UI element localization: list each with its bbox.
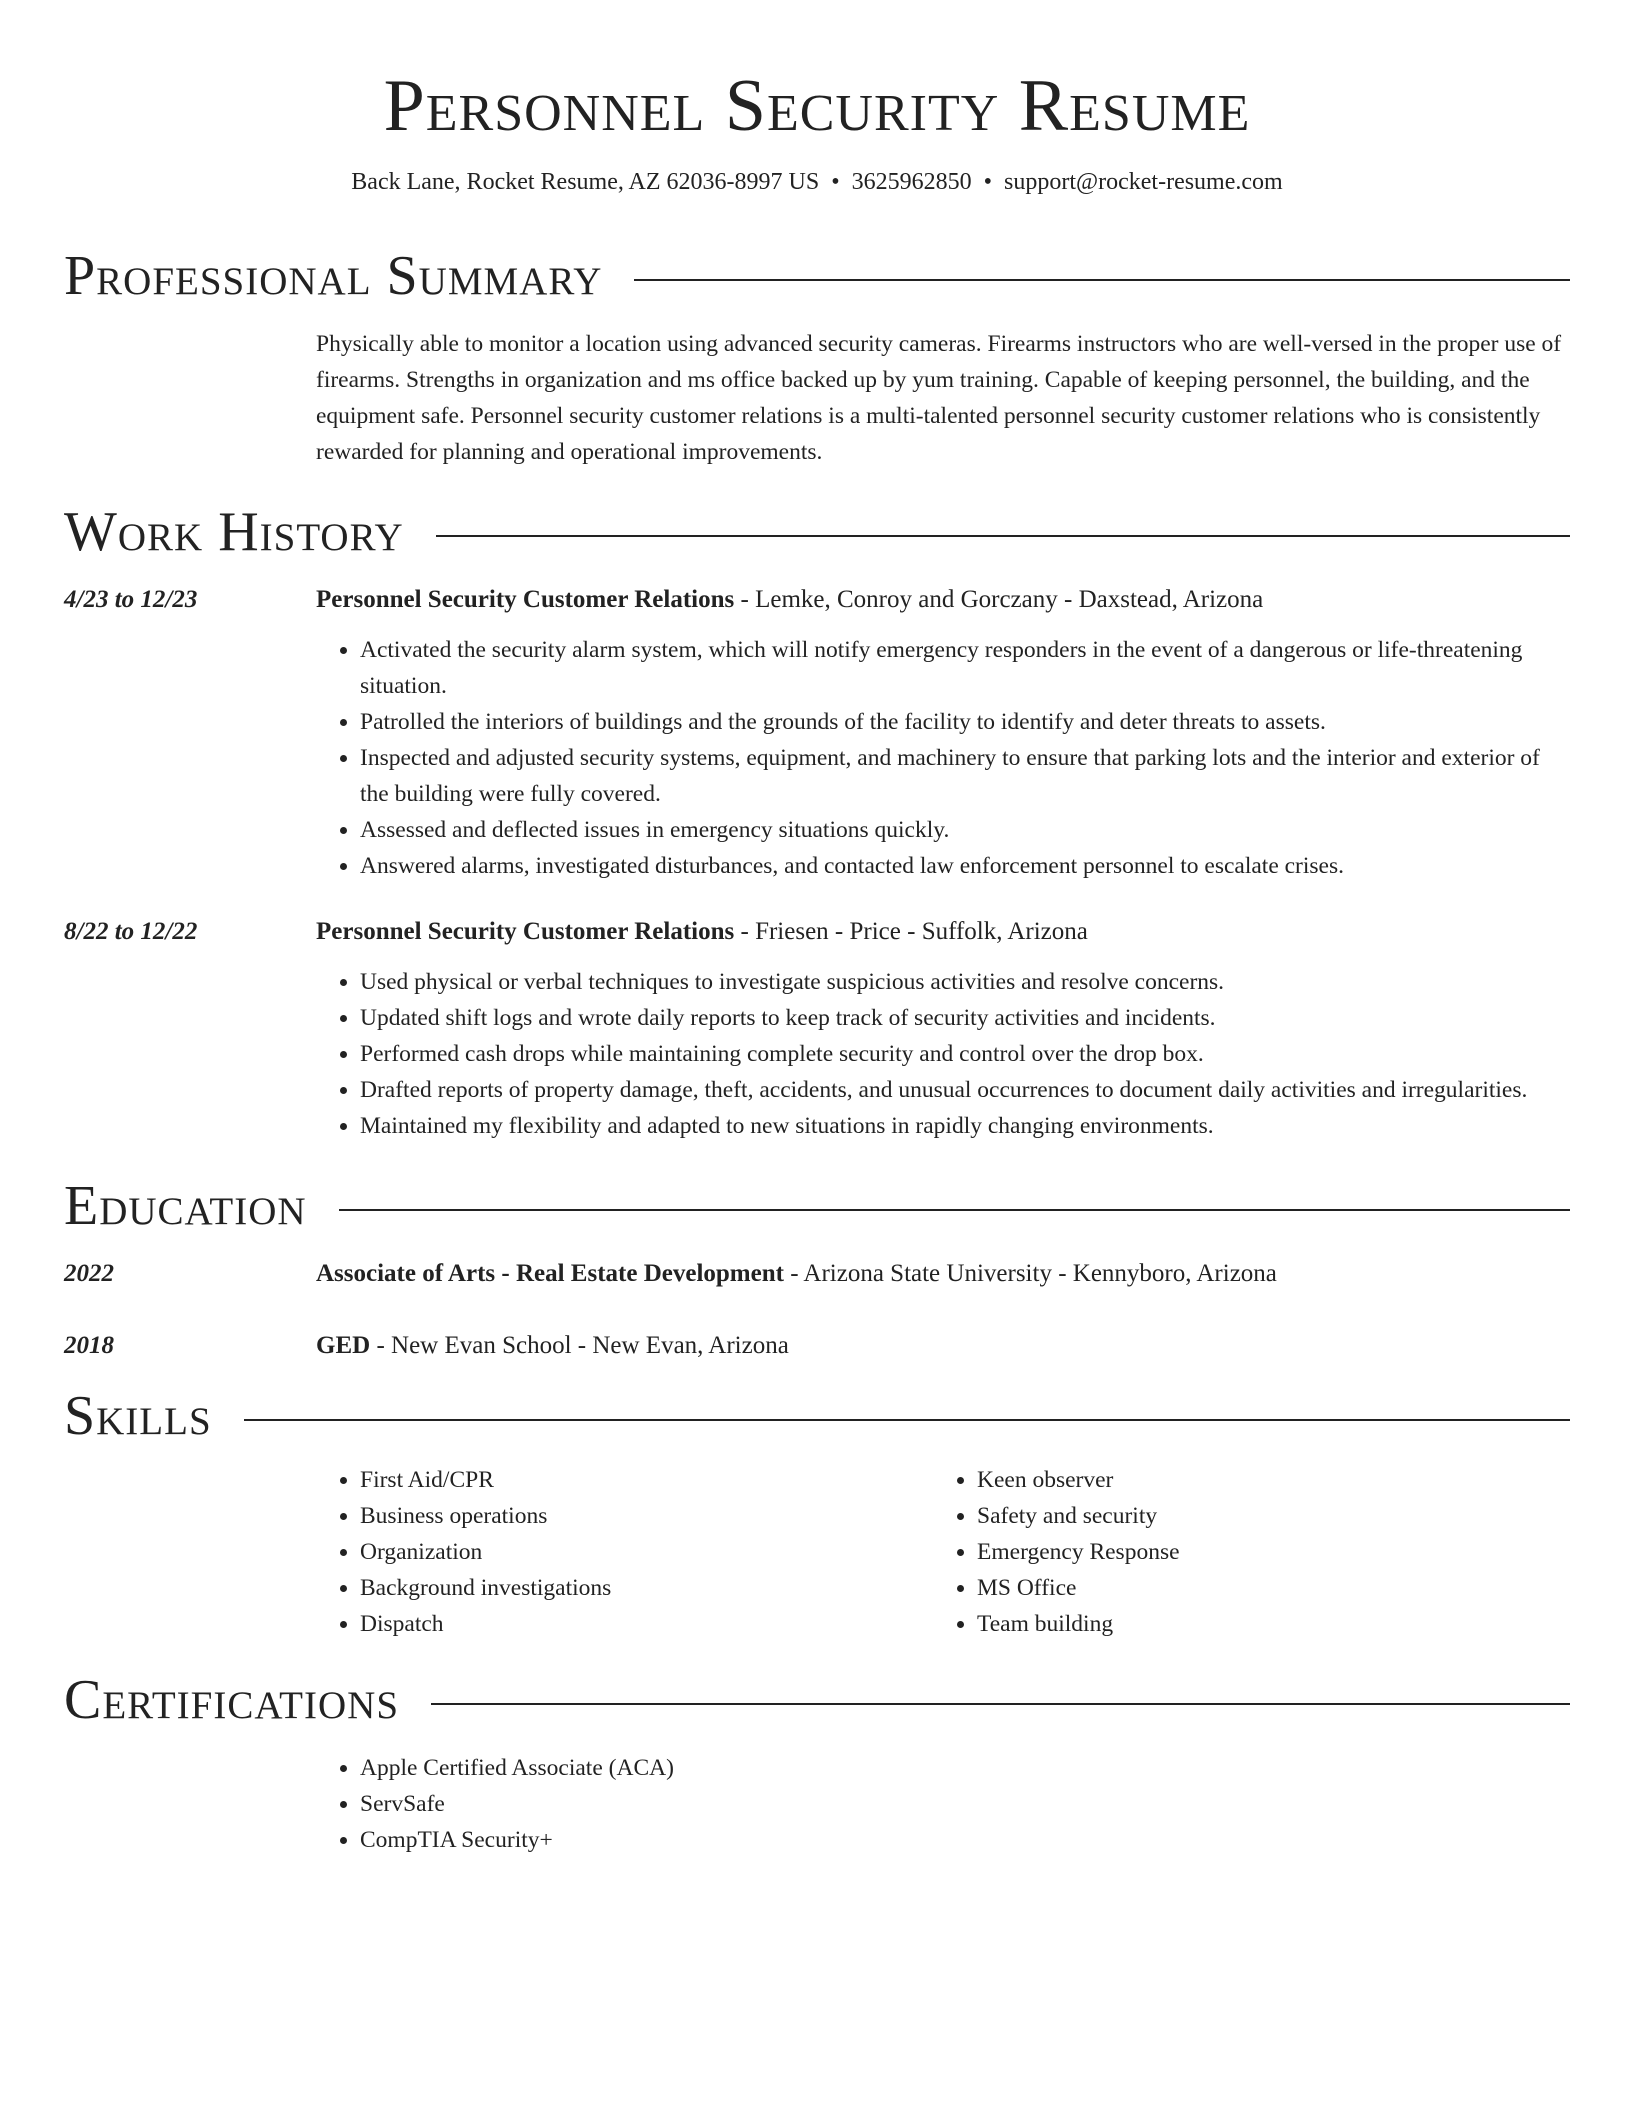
list-item: • Inspected and adjusted security systems, equipment, and machinery to ensure that parking lots and the interior and exterior of the building were fully covered. [360, 740, 1570, 812]
section-divider [634, 279, 1570, 281]
job-employer: - Friesen - Price - Suffolk, Arizona [734, 918, 1088, 945]
list-item: • Business operations [360, 1498, 933, 1534]
list-item: • MS Office [977, 1570, 1550, 1606]
list-item: • Assessed and deflected issues in emergency situations quickly. [360, 812, 1570, 848]
list-item: • Organization [360, 1534, 933, 1570]
section-divider [244, 1419, 1570, 1421]
education-school: - New Evan School - New Evan, Arizona [370, 1332, 789, 1359]
certifications-block [316, 1750, 1570, 1858]
certifications-section-header [64, 1668, 1570, 1732]
skills-list [933, 1462, 1550, 1642]
job-entry [64, 914, 1570, 1144]
section-divider [339, 1209, 1570, 1211]
skills-section-header [64, 1384, 1570, 1448]
education-year: 2022 [64, 1260, 114, 1287]
list-item: • First Aid/CPR [360, 1462, 933, 1498]
contact-address: Back Lane, Rocket Resume, AZ 62036-8997 US [351, 169, 820, 195]
education-school: - Arizona State University - Kennyboro, Arizona [783, 1260, 1277, 1287]
certifications-section-title: Certifications [64, 1669, 400, 1731]
list-item: • Keen observer [977, 1462, 1550, 1498]
list-item: • Drafted reports of property damage, theft, accidents, and unusual occurrences to document daily activities and irregularities. [360, 1072, 1570, 1108]
job-position: Personnel Security Customer Relations [316, 586, 735, 613]
job-dates: 4/23 to 12/23 [64, 586, 198, 613]
list-item: • Apple Certified Associate (ACA) [360, 1750, 1570, 1786]
job-body [316, 582, 1570, 884]
job-heading [316, 582, 1570, 618]
education-section-title: Education [64, 1175, 307, 1237]
job-bullets [316, 632, 1570, 884]
skills-section-title: Skills [64, 1385, 212, 1447]
resume-title: Personnel Security Resume [383, 65, 1251, 147]
work-section-header [64, 500, 1570, 564]
list-item: • Patrolled the interiors of buildings and the grounds of the facility to identify and deter threats to assets. [360, 704, 1570, 740]
education-year: 2018 [64, 1332, 114, 1359]
skills-column-right [933, 1462, 1550, 1642]
education-entry [64, 1328, 1570, 1364]
section-divider [431, 1703, 1570, 1705]
list-item: • Used physical or verbal techniques to investigate suspicious activities and resolve concerns. [360, 964, 1570, 1000]
list-item: • Team building [977, 1606, 1550, 1642]
summary-text: Physically able to monitor a location using advanced security cameras. Firearms instructors who are well-versed in the proper use of firearms. Strengths in organization and ms office backed up by yum training. Capable of keeping personnel, the building, and the equipment safe. Personnel security customer relations is a multi-talented personnel security customer relations who is consistently rewarded for planning and operational improvements. [316, 331, 1562, 465]
education-section-header [64, 1174, 1570, 1238]
skills-column-left [316, 1462, 933, 1642]
skills-grid [316, 1462, 1570, 1642]
certifications-list [316, 1750, 1570, 1858]
skills-list [316, 1462, 933, 1642]
summary-section-header [64, 244, 1570, 308]
job-body [316, 914, 1570, 1144]
list-item: • Updated shift logs and wrote daily reports to keep track of security activities and incidents. [360, 1000, 1570, 1036]
list-item: • Emergency Response [977, 1534, 1550, 1570]
contact-phone: 3625962850 [851, 169, 972, 195]
education-degree: GED [316, 1332, 371, 1359]
list-item: • Answered alarms, investigated disturbances, and contacted law enforcement personnel to escalate crises. [360, 848, 1570, 884]
list-item: • Background investigations [360, 1570, 933, 1606]
education-degree: Associate of Arts - Real Estate Development [316, 1260, 784, 1287]
work-section-title: Work History [64, 501, 404, 563]
list-item: • ServSafe [360, 1786, 1570, 1822]
job-heading [316, 914, 1570, 950]
contact-separator: • [983, 169, 993, 195]
list-item: • Dispatch [360, 1606, 933, 1642]
education-entry [64, 1256, 1570, 1292]
job-bullets [316, 964, 1570, 1144]
job-entry [64, 582, 1570, 884]
job-employer: - Lemke, Conroy and Gorczany - Daxstead, Arizona [734, 586, 1264, 613]
contact-email: support@rocket-resume.com [1004, 169, 1283, 195]
list-item: • CompTIA Security+ [360, 1822, 1570, 1858]
job-dates: 8/22 to 12/22 [64, 918, 198, 945]
list-item: • Maintained my flexibility and adapted to new situations in rapidly changing environments. [360, 1108, 1570, 1144]
list-item: • Safety and security [977, 1498, 1550, 1534]
contact-line [64, 166, 1570, 198]
list-item: • Performed cash drops while maintaining complete security and control over the drop box. [360, 1036, 1570, 1072]
list-item: • Activated the security alarm system, which will notify emergency responders in the event of a dangerous or life-threatening situation. [360, 632, 1570, 704]
contact-separator: • [831, 169, 840, 195]
job-position: Personnel Security Customer Relations [316, 918, 735, 945]
education-heading [316, 1328, 1570, 1364]
education-heading [316, 1256, 1570, 1292]
summary-section-title: Professional Summary [64, 245, 603, 307]
section-divider [436, 535, 1570, 537]
